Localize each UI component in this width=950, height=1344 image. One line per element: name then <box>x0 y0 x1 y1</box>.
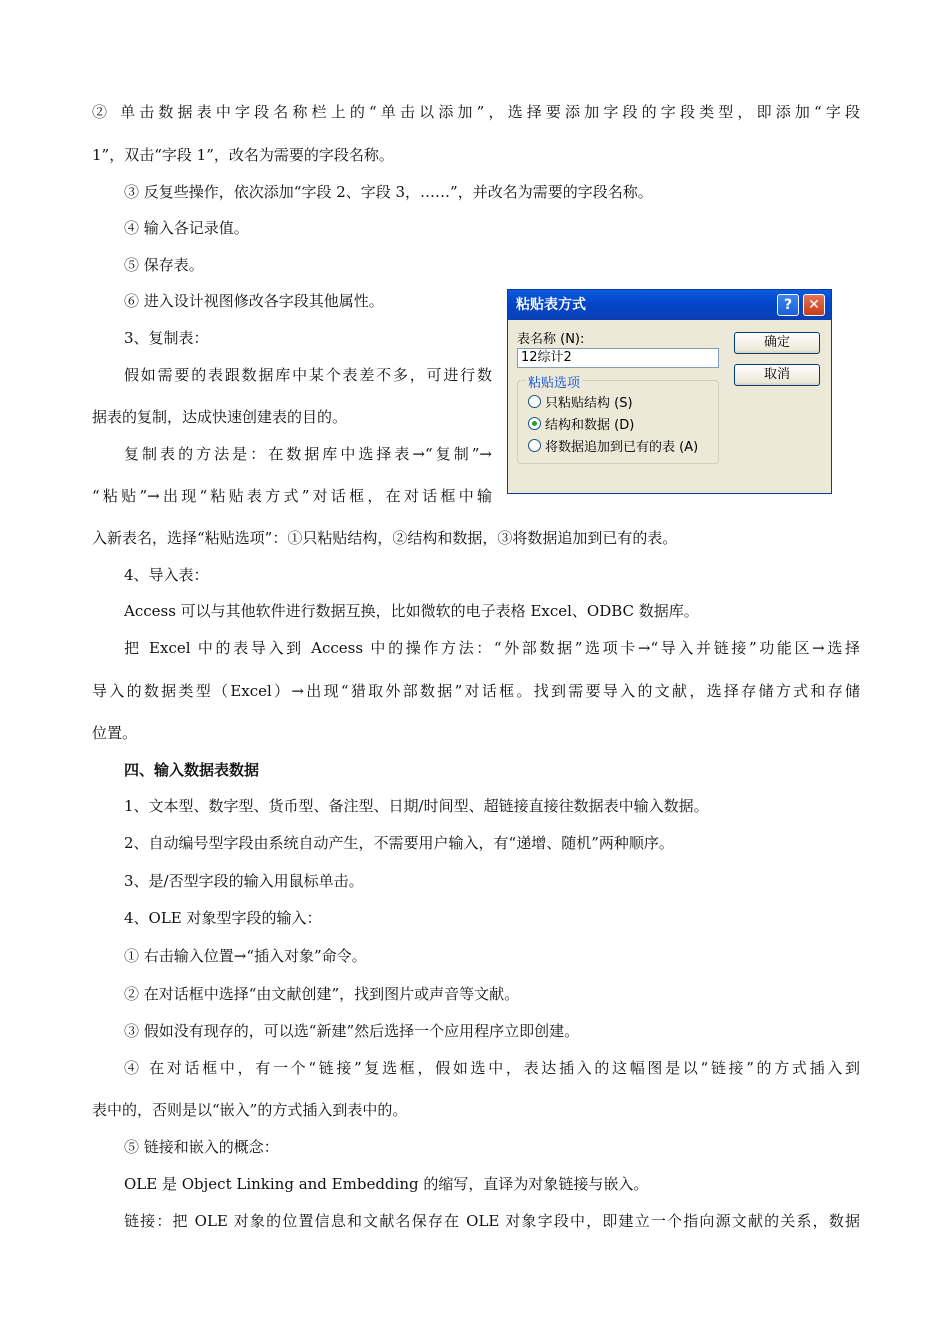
paragraph: ② 在对话框中选择“由文献创建”，找到图片或声音等文献。 <box>124 985 520 1003</box>
paragraph: 表中的，否则是以“嵌入”的方式插入到表中的。 <box>92 1101 408 1119</box>
close-button[interactable]: ✕ <box>803 294 825 316</box>
paragraph: ⑤ 保存表。 <box>124 256 204 274</box>
paragraph: OLE 是 Object Linking and Embedding 的缩写，直译为对象链接与嵌入。 <box>124 1175 649 1193</box>
section-heading: 3、复制表： <box>124 329 209 347</box>
ok-button[interactable]: 确定 <box>734 332 820 354</box>
table-name-input[interactable]: 12综计2 <box>517 348 719 368</box>
paragraph: 1、文本型、数字型、货币型、备注型、日期/时间型、超链接直接往数据表中输入数据。 <box>124 797 709 815</box>
radio-icon[interactable] <box>528 439 541 452</box>
paragraph: ⑤ 链接和嵌入的概念： <box>124 1138 279 1156</box>
option-label: 将数据追加到已有的表 (A) <box>545 440 699 455</box>
paste-options-group <box>517 376 719 464</box>
paragraph: ③ 反复些操作，依次添加“字段 2、字段 3，……”，并改名为需要的字段名称。 <box>124 183 653 201</box>
paragraph: 导入的数据类型（Excel）→出现“猎取外部数据”对话框。找到需要导入的文献，选择存储方式和存储 <box>92 682 860 700</box>
paragraph: 据表的复制，达成快速创建表的目的。 <box>92 408 348 426</box>
paragraph: 4、OLE 对象型字段的输入： <box>124 909 322 927</box>
paragraph: ③ 假如没有现存的，可以选“新建”然后选择一个应用程序立即创建。 <box>124 1022 580 1040</box>
paragraph: 2、自动编号型字段由系统自动产生，不需要用户输入，有“递增、随机”两种顺序。 <box>124 834 674 852</box>
option-append-data[interactable] <box>528 439 698 457</box>
radio-checked-icon[interactable] <box>528 417 541 430</box>
paragraph: 复制表的方法是：在数据库中选择表→“复制”→ <box>124 445 492 463</box>
paragraph: 位置。 <box>92 724 138 742</box>
paragraph: 链接：把 OLE 对象的位置信息和文献名保存在 OLE 对象字段中，即建立一个指向源文献的关系，数据 <box>124 1212 860 1230</box>
paragraph: 3、是/否型字段的输入用鼠标单击。 <box>124 872 364 890</box>
paragraph: 入新表名，选择“粘贴选项”：①只粘贴结构，②结构和数据，③将数据追加到已有的表。 <box>92 529 678 547</box>
option-structure-only[interactable] <box>528 395 633 413</box>
paragraph: ④ 在对话框中，有一个“链接”复选框，假如选中，表达插入的这幅图是以“链接”的方式插入到 <box>124 1059 860 1077</box>
paragraph: ① 右击输入位置→“插入对象”命令。 <box>124 947 367 965</box>
paragraph: ④ 输入各记录值。 <box>124 219 249 237</box>
chapter-heading: 四、输入数据表数据 <box>124 761 260 779</box>
option-label: 结构和数据 (D) <box>545 418 635 433</box>
paragraph: 假如需要的表跟数据库中某个表差不多，可进行数 <box>124 366 492 384</box>
paste-table-dialog <box>507 289 832 494</box>
paragraph: 1”，双击“字段 1”，改名为需要的字段名称。 <box>92 146 394 164</box>
cancel-button[interactable]: 取消 <box>734 364 820 386</box>
paragraph: Access 可以与其他软件进行数据互换，比如微软的电子表格 Excel、ODBC 数据库。 <box>124 602 699 620</box>
dialog-title: 粘贴表方式 <box>508 290 831 320</box>
option-label: 只粘贴结构 (S) <box>545 396 633 411</box>
paragraph: ② 单击数据表中字段名称栏上的“单击以添加”，选择要添加字段的字段类型，即添加“字段 <box>92 103 860 121</box>
option-structure-and-data[interactable] <box>528 417 634 435</box>
paste-options-label: 粘贴选项 <box>526 372 582 391</box>
paragraph: “粘贴”→出现“粘贴表方式”对话框，在对话框中输 <box>92 487 492 505</box>
table-name-label: 表名称 (N): <box>517 332 585 347</box>
help-button[interactable]: ? <box>777 294 799 316</box>
paragraph: 把 Excel 中的表导入到 Access 中的操作方法：“外部数据”选项卡→“导入并链接”功能区→选择 <box>124 639 860 657</box>
radio-icon[interactable] <box>528 395 541 408</box>
section-heading: 4、导入表： <box>124 566 209 584</box>
paragraph: ⑥ 进入设计视图修改各字段其他属性。 <box>124 292 384 310</box>
